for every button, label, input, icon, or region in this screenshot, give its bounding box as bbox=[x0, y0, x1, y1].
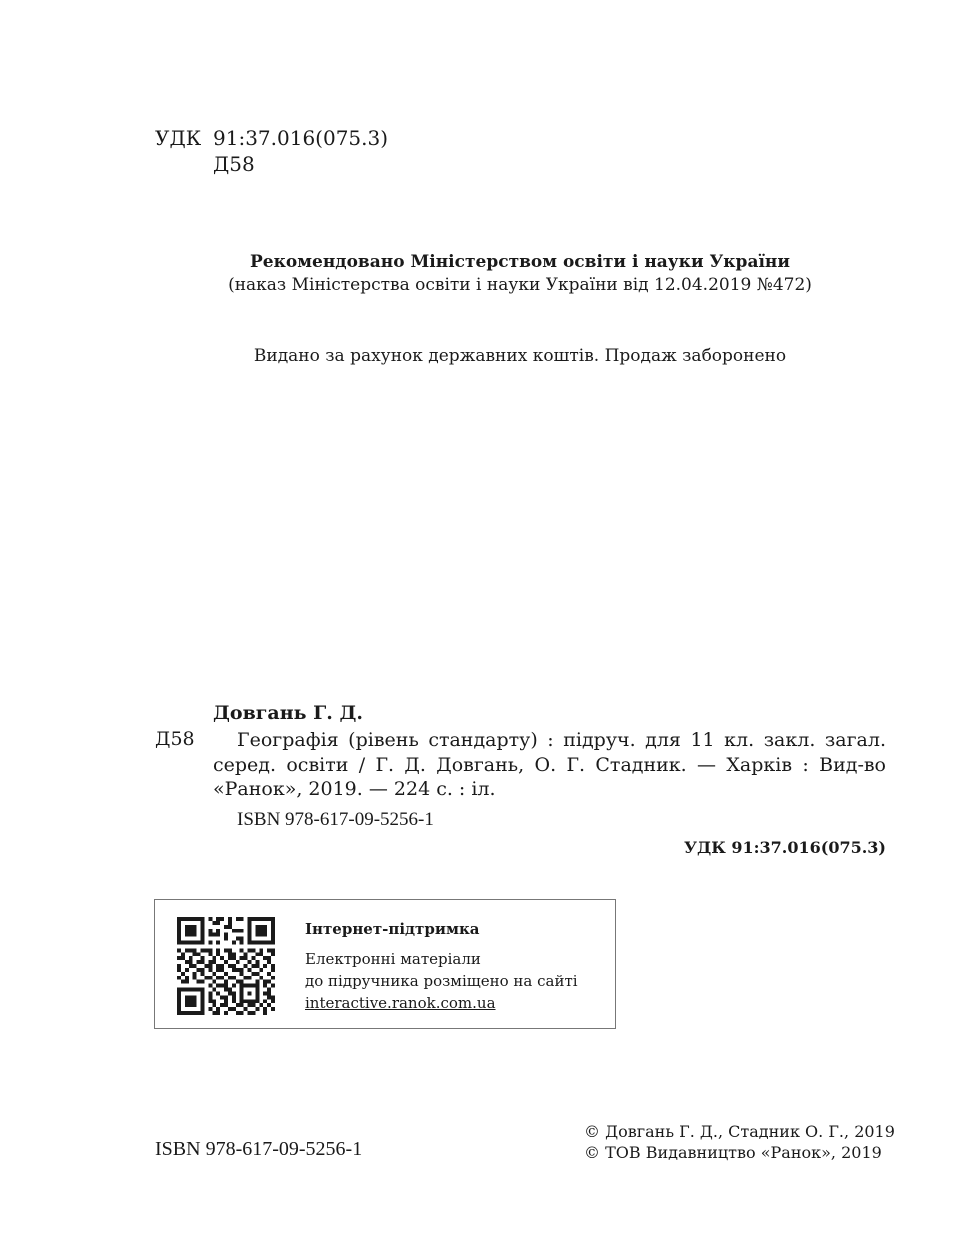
support-text-line2: до підручника розміщено на сайті bbox=[305, 972, 578, 990]
funding-note: Видано за рахунок державних коштів. Продаж заборонено bbox=[253, 346, 787, 366]
bib-code: Д58 bbox=[155, 728, 195, 750]
internet-support-box bbox=[154, 899, 616, 1029]
udk-code: 91:37.016(075.3) bbox=[213, 126, 389, 150]
footer-isbn: ISBN 978-617-09-5256-1 bbox=[155, 1138, 363, 1160]
qr-code-icon[interactable] bbox=[177, 917, 275, 1015]
bib-author: Довгань Г. Д. bbox=[213, 702, 363, 724]
bib-isbn: ISBN 978-617-09-5256-1 bbox=[237, 809, 434, 830]
recommendation-order: (наказ Міністерства освіти і науки України від 12.04.2019 №472) bbox=[228, 275, 812, 295]
copyright-publisher: © ТОВ Видавництво «Ранок», 2019 bbox=[584, 1143, 882, 1162]
bib-description: Географія (рівень стандарту) : підруч. для 11 кл. закл. загал. серед. освіти / Г. Д. Довгань, О. Г. Стадник. — Харків : Вид-во «Ранок», 2019. — 224 с. : іл. bbox=[213, 729, 886, 800]
copyright-authors: © Довгань Г. Д., Стадник О. Г., 2019 bbox=[584, 1122, 895, 1141]
support-site-link[interactable]: interactive.ranok.com.ua bbox=[305, 994, 496, 1012]
author-mark: Д58 bbox=[213, 152, 255, 176]
udk-right: УДК 91:37.016(075.3) bbox=[684, 838, 886, 857]
udk-block bbox=[155, 126, 389, 176]
support-text-line1: Електронні матеріали bbox=[305, 950, 481, 968]
udk-label: УДК bbox=[155, 126, 202, 150]
support-title: Інтернет-підтримка bbox=[305, 920, 480, 938]
recommendation-title: Рекомендовано Міністерством освіти і науки України bbox=[250, 252, 790, 272]
